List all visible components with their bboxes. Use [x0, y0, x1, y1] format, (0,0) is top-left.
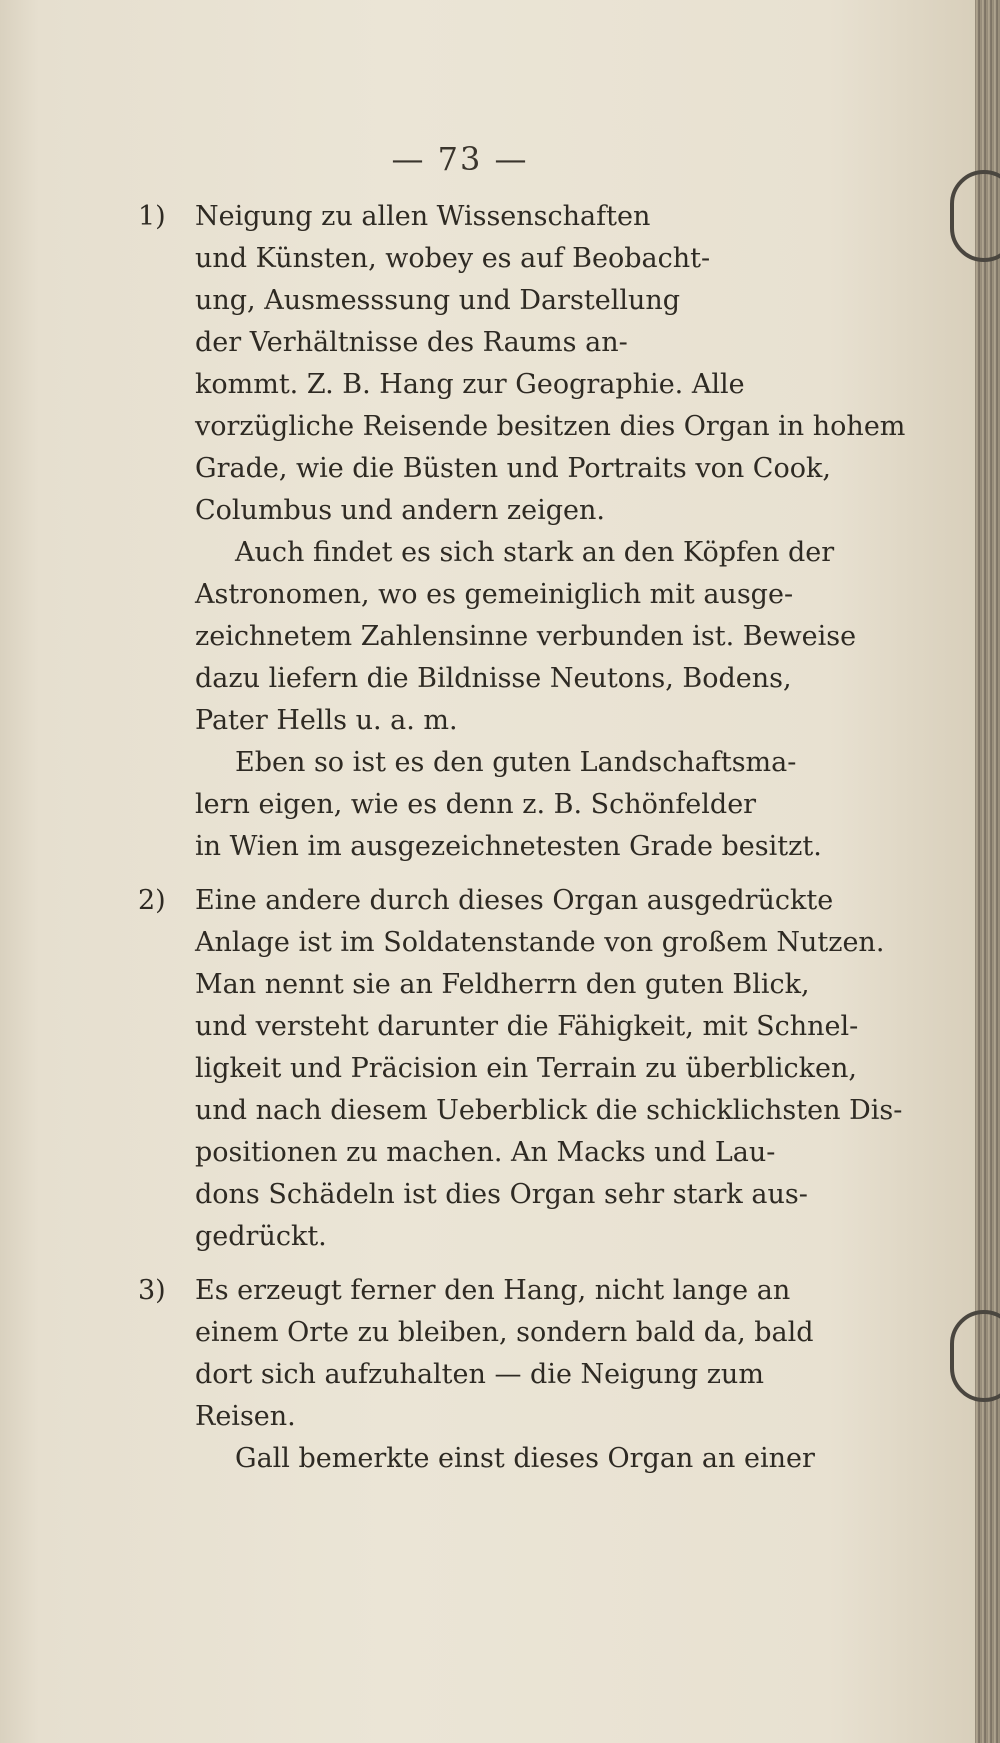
list-item-3 — [138, 1270, 814, 1438]
text-line: gedrückt. — [195, 1221, 327, 1252]
text-line: vorzügliche Reisende besitzen dies Organ in hohem — [195, 411, 906, 442]
binder-ring-bottom — [950, 1310, 1000, 1402]
text-line: Gall bemerkte einst dieses Organ an einer — [235, 1443, 815, 1474]
text-line: Pater Hells u. a. m. — [195, 705, 458, 736]
text-line: Grade, wie die Büsten und Portraits von Cook, — [195, 453, 831, 484]
text-line: Reisen. — [195, 1401, 296, 1432]
text-line: und nach diesem Ueberblick die schicklichsten Dis- — [195, 1095, 903, 1126]
list-number: 1) — [138, 201, 166, 232]
page-number: — 73 — — [391, 140, 529, 178]
text-line: dazu liefern die Bildnisse Neutons, Bodens, — [195, 663, 792, 694]
text-line: ung, Ausmesssung und Darstellung — [195, 285, 681, 316]
text-line: Columbus und andern zeigen. — [195, 495, 605, 526]
paragraph — [140, 742, 822, 868]
text-line: Anlage ist im Soldatenstande von großem Nutzen. — [195, 927, 885, 958]
text-line: Auch findet es sich stark an den Köpfen der — [235, 537, 835, 568]
list-item-1 — [138, 196, 906, 532]
text-line: ligkeit und Präcision ein Terrain zu überblicken, — [195, 1053, 857, 1084]
binder-ring-top — [950, 170, 1000, 262]
list-item-2 — [138, 880, 903, 1258]
text-line: der Verhältnisse des Raums an- — [195, 327, 628, 358]
text-line: Neigung zu allen Wissenschaften — [195, 201, 651, 232]
text-line: einem Orte zu bleiben, sondern bald da, bald — [195, 1317, 814, 1348]
text-line: positionen zu machen. An Macks und Lau- — [195, 1137, 776, 1168]
text-line: lern eigen, wie es denn z. B. Schönfelder — [195, 789, 757, 820]
text-line: Es erzeugt ferner den Hang, nicht lange an — [195, 1275, 791, 1306]
list-number: 2) — [138, 885, 166, 916]
text-line: kommt. Z. B. Hang zur Geographie. Alle — [195, 369, 745, 400]
text-line: zeichnetem Zahlensinne verbunden ist. Beweise — [195, 621, 857, 652]
list-number: 3) — [138, 1275, 166, 1306]
text-line: dons Schädeln ist dies Organ sehr stark aus- — [195, 1179, 808, 1210]
text-line: und versteht darunter die Fähigkeit, mit Schnel- — [195, 1011, 859, 1042]
page-text — [138, 196, 906, 1480]
paragraph — [140, 1438, 815, 1480]
text-line: Eine andere durch dieses Organ ausgedrückte — [195, 885, 834, 916]
text-line: dort sich aufzuhalten — die Neigung zum — [195, 1359, 764, 1390]
text-line: in Wien im ausgezeichnetesten Grade besitzt. — [195, 831, 822, 862]
text-line: Astronomen, wo es gemeiniglich mit ausge- — [195, 579, 794, 610]
text-line: Eben so ist es den guten Landschaftsma- — [235, 747, 797, 778]
text-line: Man nennt sie an Feldherrn den guten Blick, — [195, 969, 810, 1000]
text-line: und Künsten, wobey es auf Beobacht- — [195, 243, 711, 274]
paragraph — [140, 532, 857, 742]
